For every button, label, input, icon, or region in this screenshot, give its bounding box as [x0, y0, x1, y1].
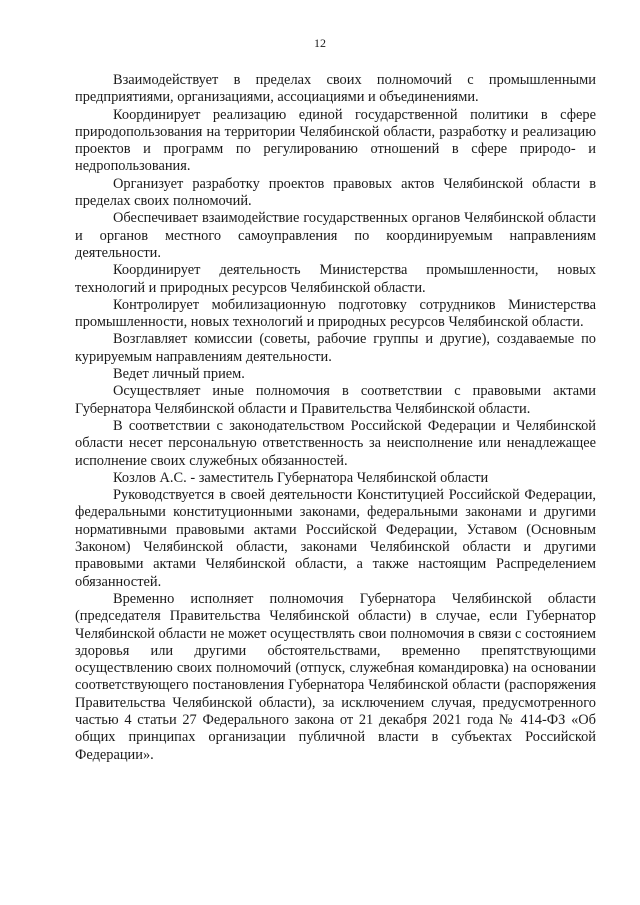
paragraph: Взаимодействует в пределах своих полномочий с промышленными предприятиями, организациями, ассоциациями и объединениями.: [75, 72, 596, 106]
paragraph: Временно исполняет полномочия Губернатора Челябинской области (председателя Правительства Челябинской области) в случае, если Губернатор Челябинской области не может осуществлять свои полномочия в связи с состоянием здоровья или другими обстоятельствами, временно препятствующими осуществлению своих полномочий (отпуск, служебная командировка) на основании соответствующего постановления Губернатора Челябинской области (распоряжения Правительства Челябинской области), за исключением случая, предусмотренного частью 4 статьи 27 Федерального закона от 21 декабря 2021 года № 414-ФЗ «Об общих принципах организации публичной власти в субъектах Российской Федерации».: [75, 590, 596, 763]
document-body: [75, 72, 596, 764]
paragraph: Возглавляет комиссии (советы, рабочие группы и другие), создаваемые по курируемым направлениям деятельности.: [75, 331, 596, 365]
paragraph: Контролирует мобилизационную подготовку сотрудников Министерства промышленности, новых технологий и природных ресурсов Челябинской области.: [75, 296, 596, 331]
official-heading: Козлов А.С. - заместитель Губернатора Челябинской области: [113, 469, 489, 486]
paragraph: Руководствуется в своей деятельности Конституцией Российской Федерации, федеральными конституционными законами, федеральными законами и другими нормативными правовыми актами Российской Федерации, Уставом (Основным Законом) Челябинской области, законами Челябинской области и другими правовыми актами Челябинской области, а также настоящим Распределением обязанностей.: [75, 487, 596, 590]
paragraph: Координирует реализацию единой государственной политики в сфере природопользования на территории Челябинской области, разработку и реализацию проектов и программ по регулированию отношений в сфере природо- и недропользования.: [75, 106, 596, 175]
page-number: 12: [314, 36, 326, 50]
paragraph: В соответствии с законодательством Российской Федерации и Челябинской области несет персональную ответственность за неисполнение или ненадлежащее исполнение своих служебных обязанностей.: [75, 417, 596, 469]
paragraph: Осуществляет иные полномочия в соответствии с правовыми актами Губернатора Челябинской области и Правительства Челябинской области.: [75, 383, 596, 417]
paragraph: Координирует деятельность Министерства промышленности, новых технологий и природных ресурсов Челябинской области.: [75, 262, 596, 296]
paragraph: Организует разработку проектов правовых актов Челябинской области в пределах своих полномочий.: [75, 175, 596, 210]
paragraph: Обеспечивает взаимодействие государственных органов Челябинской области и органов местного самоуправления по координируемым направлениям деятельности.: [75, 210, 596, 261]
paragraph: Ведет личный прием.: [113, 366, 245, 383]
